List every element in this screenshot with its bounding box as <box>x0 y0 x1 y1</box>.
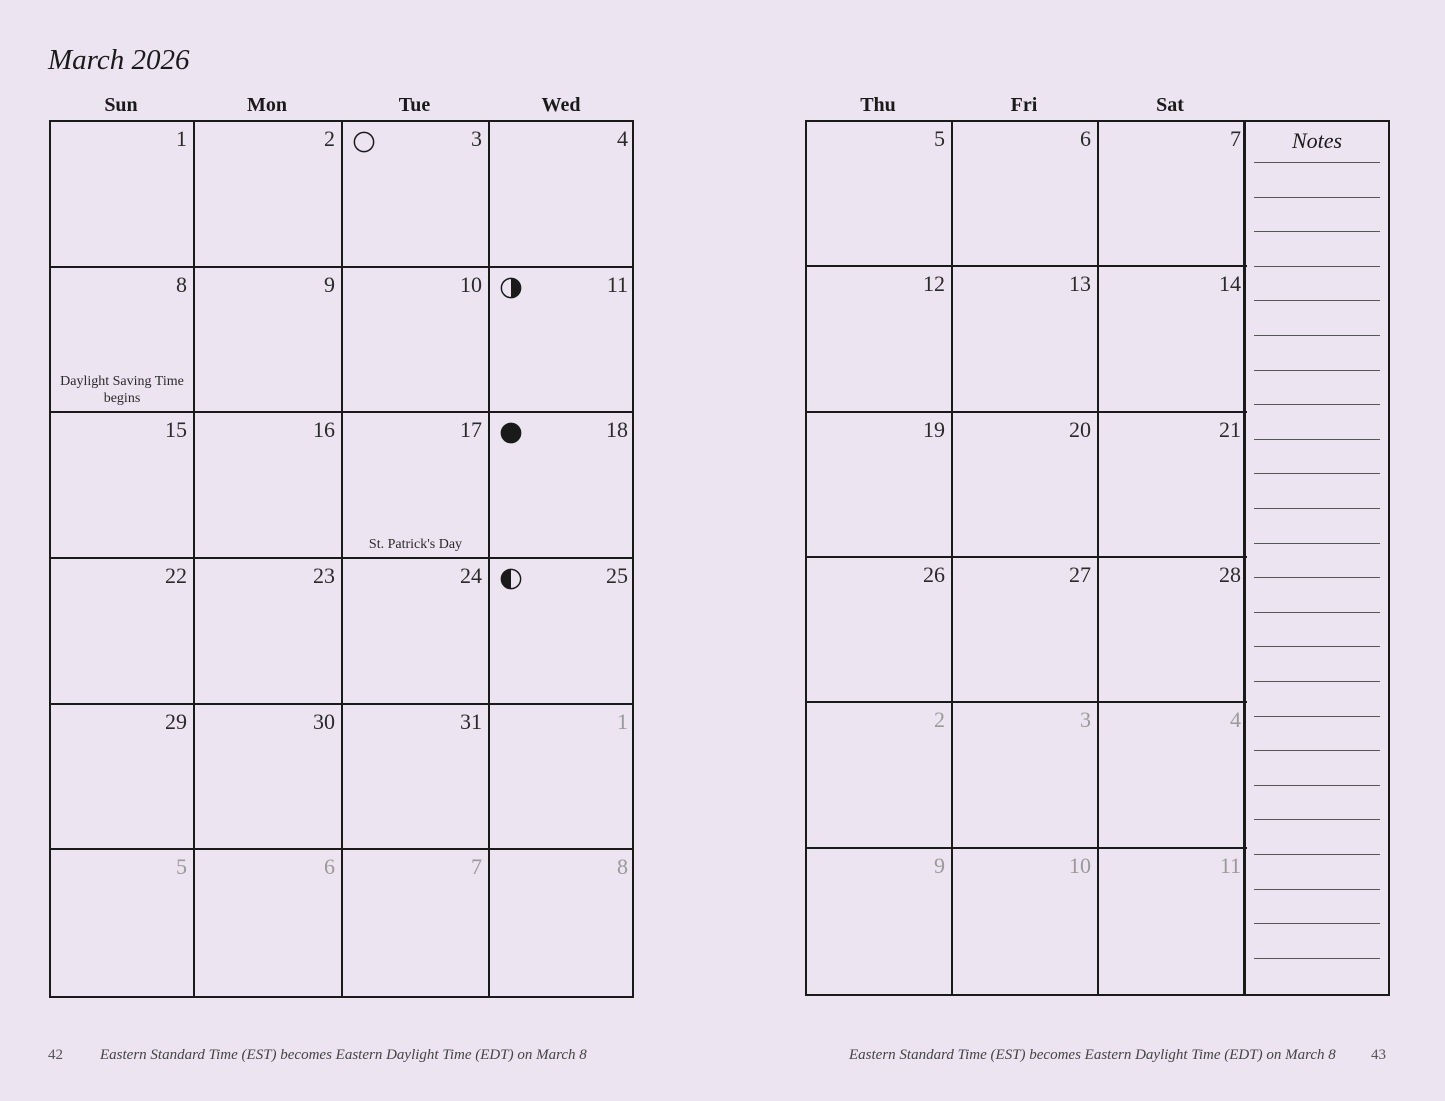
day-number: 3 <box>471 126 482 151</box>
day-number: 15 <box>165 417 187 443</box>
note-line <box>1254 612 1380 613</box>
new-moon-icon <box>353 131 375 153</box>
day-cell <box>51 268 195 414</box>
note-line <box>1254 716 1380 717</box>
day-number: 11 <box>1219 852 1241 878</box>
note-line <box>1254 681 1380 682</box>
day-cell <box>490 850 634 996</box>
day-number: 8 <box>176 271 187 297</box>
day-cell <box>1099 849 1247 994</box>
header-sat: Sat <box>1156 94 1184 116</box>
month-title: March 2026 <box>48 44 190 76</box>
day-cell <box>343 559 490 705</box>
day-cell <box>195 850 343 996</box>
day-cell <box>51 850 195 996</box>
day-cell <box>807 558 953 703</box>
note-line <box>1254 439 1380 440</box>
day-cell <box>51 122 195 268</box>
header-fri: Fri <box>1010 94 1038 116</box>
note-line <box>1254 543 1380 544</box>
day-number: 27 <box>1069 561 1091 587</box>
note-line <box>1254 335 1380 336</box>
day-number: 7 <box>1230 126 1241 151</box>
note-line <box>1254 508 1380 509</box>
day-number: 17 <box>460 417 482 443</box>
first-quarter-moon-icon <box>500 277 522 299</box>
page-number-right: 43 <box>1371 1047 1386 1063</box>
note-line <box>1254 785 1380 786</box>
day-number: 24 <box>460 563 482 588</box>
day-number: 4 <box>617 126 628 151</box>
day-cell <box>490 559 634 705</box>
day-number: 13 <box>1069 271 1091 297</box>
day-cell <box>1099 413 1247 558</box>
day-cell <box>490 268 634 414</box>
notes-title: Notes <box>1291 128 1343 153</box>
day-cell <box>807 413 953 558</box>
event-label: St. Patrick's Day <box>368 537 463 552</box>
footer-note-left: Eastern Standard Time (EST) becomes Eastern Daylight Time (EDT) on March 8 <box>100 1047 587 1063</box>
day-number: 6 <box>324 854 335 880</box>
day-cell <box>51 413 195 559</box>
day-cell <box>1099 558 1247 703</box>
day-cell <box>953 703 1099 848</box>
header-tue: Tue <box>398 94 431 116</box>
day-cell <box>807 703 953 848</box>
note-line <box>1254 889 1380 890</box>
note-line <box>1254 231 1380 232</box>
day-number: 9 <box>324 271 335 297</box>
header-mon: Mon <box>247 94 287 116</box>
day-cell <box>343 268 490 414</box>
day-number: 12 <box>923 271 945 297</box>
day-cell <box>490 705 634 851</box>
day-cell <box>1099 122 1247 267</box>
day-number: 5 <box>934 126 945 151</box>
page-number-left: 42 <box>48 1047 63 1063</box>
note-line <box>1254 404 1380 405</box>
day-number: 19 <box>923 416 945 442</box>
note-line <box>1254 854 1380 855</box>
note-line <box>1254 958 1380 959</box>
note-line <box>1254 577 1380 578</box>
day-number: 16 <box>313 417 335 443</box>
day-number: 2 <box>324 126 335 151</box>
day-cell <box>343 705 490 851</box>
header-sun: Sun <box>104 94 138 116</box>
day-number: 21 <box>1219 416 1241 442</box>
day-cell <box>343 122 490 268</box>
day-cell <box>807 122 953 267</box>
full-moon-icon <box>500 422 522 444</box>
day-number: 1 <box>617 708 628 734</box>
day-cell <box>953 413 1099 558</box>
day-cell <box>51 559 195 705</box>
note-line <box>1254 370 1380 371</box>
day-number: 2 <box>934 707 945 733</box>
day-cell <box>195 413 343 559</box>
day-cell <box>953 558 1099 703</box>
day-number: 10 <box>1069 852 1091 878</box>
header-thu: Thu <box>860 94 896 116</box>
note-line <box>1254 819 1380 820</box>
day-number: 30 <box>313 708 335 734</box>
day-number: 28 <box>1219 561 1241 587</box>
day-number: 4 <box>1230 707 1241 733</box>
day-number: 25 <box>606 563 628 588</box>
header-wed: Wed <box>541 94 581 116</box>
note-line <box>1254 646 1380 647</box>
day-cell <box>195 559 343 705</box>
day-cell <box>490 413 634 559</box>
day-number: 9 <box>934 852 945 878</box>
day-number: 1 <box>176 126 187 151</box>
day-cell <box>490 122 634 268</box>
day-cell <box>195 268 343 414</box>
day-number: 8 <box>617 854 628 880</box>
day-cell <box>1099 703 1247 848</box>
event-label: Daylight Saving Time begins <box>60 374 184 407</box>
day-cell <box>807 849 953 994</box>
day-cell <box>195 705 343 851</box>
day-cell <box>953 849 1099 994</box>
footer-note-right: Eastern Standard Time (EST) becomes Eastern Daylight Time (EDT) on March 8 <box>849 1047 1336 1063</box>
note-line <box>1254 266 1380 267</box>
day-cell <box>807 267 953 412</box>
day-number: 5 <box>176 854 187 880</box>
day-cell <box>51 705 195 851</box>
day-number: 18 <box>606 417 628 443</box>
day-number: 20 <box>1069 416 1091 442</box>
day-number: 22 <box>165 563 187 588</box>
day-cell <box>195 122 343 268</box>
notes-panel <box>1244 120 1390 996</box>
day-cell <box>1099 267 1247 412</box>
note-line <box>1254 473 1380 474</box>
day-number: 10 <box>460 271 482 297</box>
day-number: 3 <box>1080 707 1091 733</box>
day-number: 14 <box>1219 271 1241 297</box>
left-calendar-grid <box>49 120 634 998</box>
note-line <box>1254 923 1380 924</box>
last-quarter-moon-icon <box>500 568 522 590</box>
day-cell <box>343 413 490 559</box>
day-number: 31 <box>460 708 482 734</box>
day-number: 11 <box>606 271 628 297</box>
day-number: 26 <box>923 561 945 587</box>
note-line <box>1254 300 1380 301</box>
day-number: 23 <box>313 563 335 588</box>
note-line <box>1254 750 1380 751</box>
day-number: 6 <box>1080 126 1091 151</box>
note-line <box>1254 197 1380 198</box>
day-cell <box>953 122 1099 267</box>
day-cell <box>953 267 1099 412</box>
day-number: 29 <box>165 708 187 734</box>
day-number: 7 <box>471 854 482 880</box>
day-cell <box>343 850 490 996</box>
note-line <box>1254 162 1380 163</box>
right-calendar-grid <box>805 120 1245 996</box>
